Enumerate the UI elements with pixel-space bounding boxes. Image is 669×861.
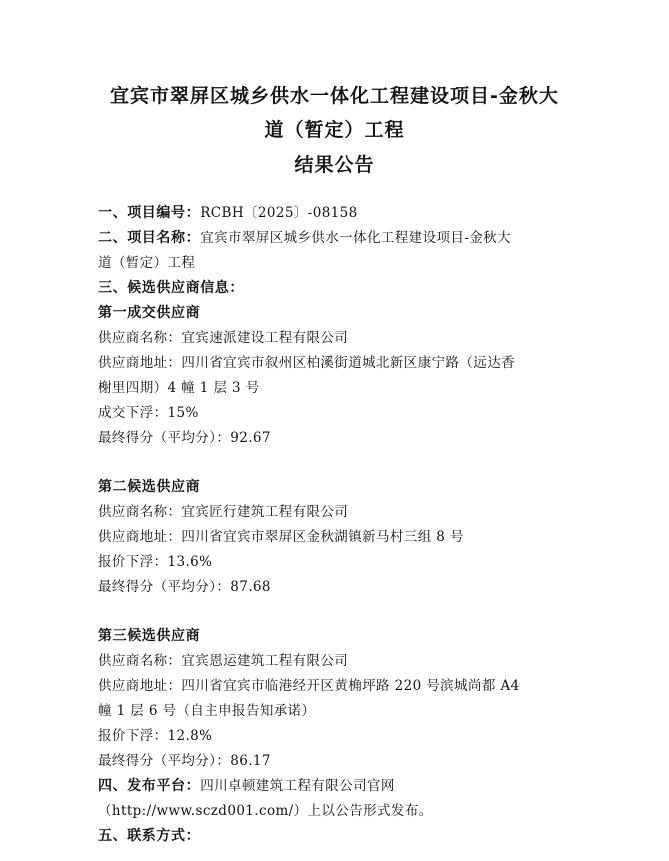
supplier-3-rate: 报价下浮：12.8% xyxy=(98,728,213,744)
publish-platform-row xyxy=(98,776,395,796)
supplier-1-name: 供应商名称：宜宾速派建设工程有限公司 xyxy=(98,330,349,346)
candidate-info-heading: 三、候选供应商信息： xyxy=(98,280,244,296)
supplier-3-name: 供应商名称：宜宾恩运建筑工程有限公司 xyxy=(98,653,349,669)
project-name-value: 宜宾市翠屏区城乡供水一体化工程建设项目-金秋大 xyxy=(200,230,511,246)
supplier-2-heading: 第二候选供应商 xyxy=(98,479,201,495)
project-number-heading: 一、项目编号： xyxy=(98,205,201,221)
publish-platform-continuation: （http://www.sczd001.com/）上以公告形式发布。 xyxy=(98,803,433,819)
supplier-3-heading: 第三候选供应商 xyxy=(98,628,201,644)
supplier-1-address: 供应商地址：四川省宜宾市叙州区柏溪街道城北新区康宁路（远达香 xyxy=(98,355,515,371)
publish-platform-heading: 四、发布平台： xyxy=(98,778,201,794)
project-name-continuation: 道（暂定）工程 xyxy=(98,255,196,271)
project-name-heading: 二、项目名称： xyxy=(98,230,201,246)
document-title-line-2: 道（暂定）工程 xyxy=(264,119,405,141)
supplier-3-address: 供应商地址：四川省宜宾市临港经开区黄桷坪路 220 号滨城尚都 A4 xyxy=(98,678,520,694)
supplier-2-address: 供应商地址：四川省宜宾市翠屏区金秋湖镇新马村三组 8 号 xyxy=(98,529,464,545)
document-title-line-3: 结果公告 xyxy=(294,154,375,176)
supplier-1-address-continuation: 榭里四期）4 幢 1 层 3 号 xyxy=(98,380,260,396)
supplier-2-name: 供应商名称：宜宾匠行建筑工程有限公司 xyxy=(98,504,349,520)
supplier-3-address-continuation: 幢 1 层 6 号（自主申报告知承诺） xyxy=(98,703,316,719)
project-number-value: RCBH〔2025〕-08158 xyxy=(200,205,358,221)
project-name-row xyxy=(98,228,511,248)
publish-platform-value: 四川卓顿建筑工程有限公司官网 xyxy=(200,778,395,794)
document-title-line-1: 宜宾市翠屏区城乡供水一体化工程建设项目-金秋大 xyxy=(110,85,559,107)
supplier-2-rate: 报价下浮：13.6% xyxy=(98,554,213,570)
project-number-row xyxy=(98,203,358,223)
supplier-1-score: 最终得分（平均分）：92.67 xyxy=(98,430,271,446)
supplier-1-heading: 第一成交供应商 xyxy=(98,305,201,321)
supplier-1-rate: 成交下浮：15% xyxy=(98,405,199,421)
contact-heading: 五、联系方式： xyxy=(98,828,201,844)
supplier-2-score: 最终得分（平均分）：87.68 xyxy=(98,579,271,595)
supplier-3-score: 最终得分（平均分）：86.17 xyxy=(98,753,271,769)
